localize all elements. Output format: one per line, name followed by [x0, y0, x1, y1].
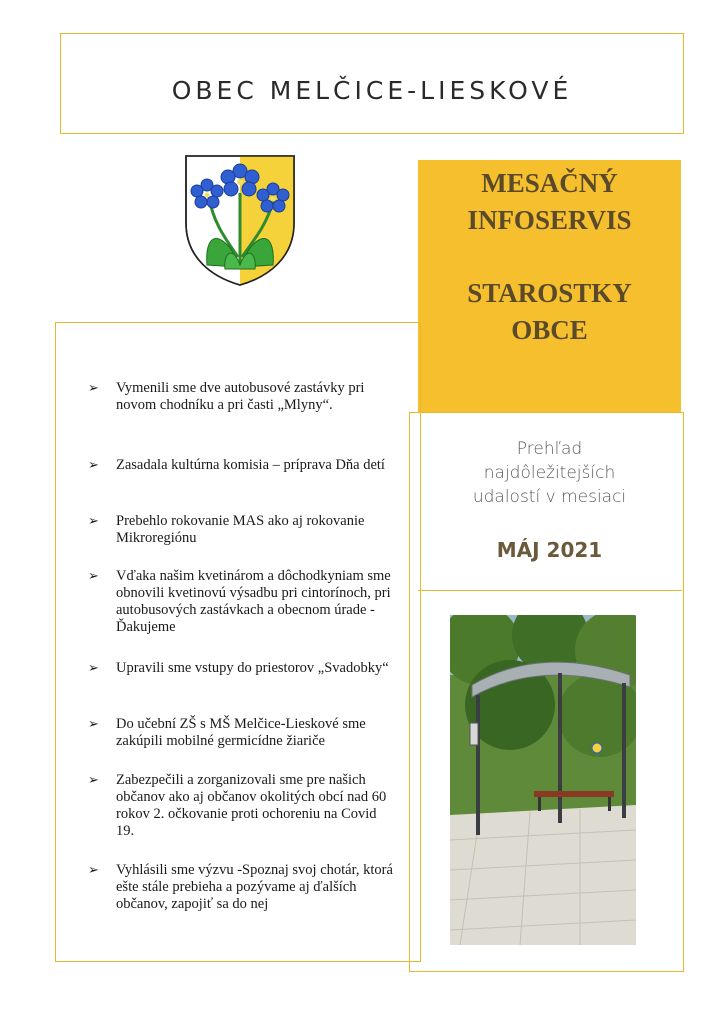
list-item: [88, 568, 398, 636]
arrow-bullet-icon: ➢: [88, 514, 99, 529]
title-frame: [60, 33, 684, 134]
list-item-text: Zasadala kultúrna komisia – príprava Dňa detí: [116, 457, 385, 473]
infoservice-title-line3: STAROSTKY: [467, 278, 632, 308]
infoservice-title-line2: INFOSERVIS: [467, 205, 632, 235]
list-item-text: Upravili sme vstupy do priestorov „Svadobky“: [116, 660, 389, 676]
list-item-text: Vyhlásili sme výzvu -Spoznaj svoj chotár, ktorá ešte stále prebieha a pozývame aj ďalších občanov, zapojiť sa do nej: [116, 862, 393, 912]
bus-stop-photo: [450, 615, 636, 945]
list-item: [88, 862, 398, 913]
arrow-bullet-icon: ➢: [88, 381, 99, 396]
infoservice-title-line4: OBCE: [511, 315, 588, 345]
list-item-text: Do učební ZŠ s MŠ Melčice-Lieskové sme zakúpili mobilné germicídne žiariče: [116, 716, 366, 749]
arrow-bullet-icon: ➢: [88, 863, 99, 878]
list-item: [88, 513, 398, 547]
overview-line2: najdôležitejších: [483, 463, 616, 483]
infoservice-title-line1: MESAČNÝ: [481, 168, 618, 198]
list-item-text: Vymenili sme dve autobusové zastávky pri novom chodníku a pri časti „Mlyny“.: [116, 380, 365, 413]
overview-line1: Prehľad: [516, 439, 583, 459]
list-item-text: Vďaka našim kvetinárom a dôchodkyniam sme obnovili kvetinovú výsadbu pri cintorínoch, pri autobusových zastávkach a obecnom úrade - Ďakujeme: [116, 568, 391, 635]
arrow-bullet-icon: ➢: [88, 661, 99, 676]
overview-line3: udalostí v mesiaci: [472, 487, 627, 507]
arrow-bullet-icon: ➢: [88, 458, 99, 473]
month-label: MÁJ 2021: [496, 538, 603, 562]
arrow-bullet-icon: ➢: [88, 569, 99, 584]
list-item-text: Prebehlo rokovanie MAS ako aj rokovanie Mikroregiónu: [116, 513, 365, 546]
divider: [418, 590, 682, 591]
list-item: [88, 772, 398, 840]
overview-caption: [418, 437, 681, 509]
arrow-bullet-icon: ➢: [88, 717, 99, 732]
list-item: [88, 716, 398, 750]
list-item: [88, 660, 398, 677]
list-item: [88, 457, 398, 474]
page-title: OBEC MELČICE-LIESKOVÉ: [171, 76, 573, 105]
arrow-bullet-icon: ➢: [88, 773, 99, 788]
list-item: [88, 380, 398, 414]
infoservice-title-box: [418, 160, 681, 413]
list-item-text: Zabezpečili a zorganizovali sme pre našich občanov ako aj občanov okolitých obcí nad 60 rokov 2. očkovanie proti ochoreniu na Covid 19.: [116, 772, 387, 839]
coat-of-arms-icon: [183, 153, 297, 287]
